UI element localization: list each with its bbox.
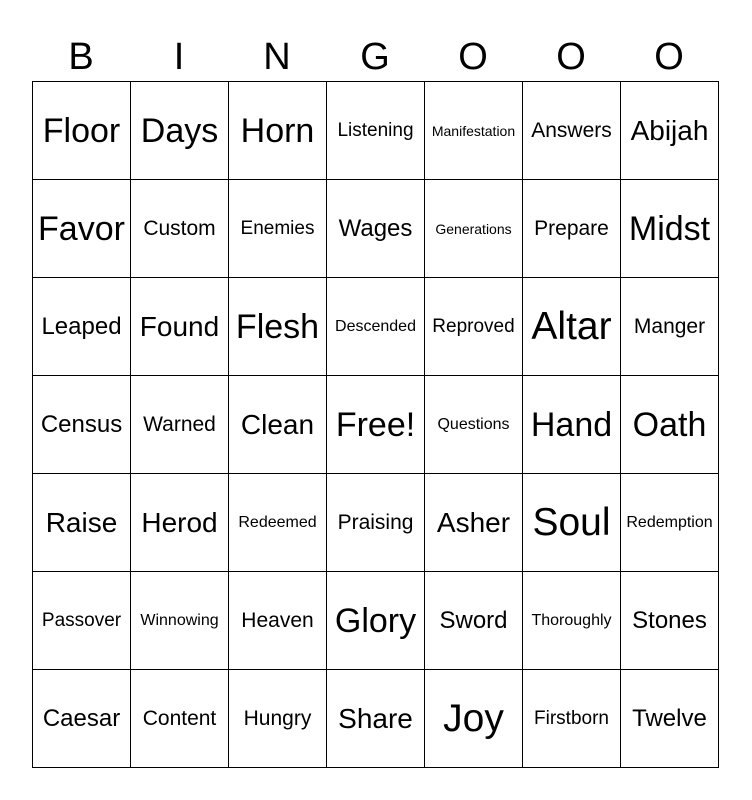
bingo-cell[interactable]: Midst: [621, 180, 719, 278]
header-letter-b: B: [68, 36, 94, 78]
bingo-cell[interactable]: Praising: [327, 474, 425, 572]
bingo-cell[interactable]: Horn: [229, 82, 327, 180]
header-letter-o-3: O: [654, 36, 684, 78]
bingo-cell[interactable]: Warned: [131, 376, 229, 474]
bingo-cell[interactable]: Redemption: [621, 474, 719, 572]
bingo-cell[interactable]: Heaven: [229, 572, 327, 670]
bingo-cell[interactable]: Caesar: [33, 670, 131, 768]
bingo-cell[interactable]: Passover: [33, 572, 131, 670]
bingo-cell[interactable]: Soul: [523, 474, 621, 572]
bingo-cell[interactable]: Redeemed: [229, 474, 327, 572]
bingo-cell[interactable]: Questions: [425, 376, 523, 474]
bingo-cell[interactable]: Free!: [327, 376, 425, 474]
bingo-cell[interactable]: Glory: [327, 572, 425, 670]
bingo-cell[interactable]: Clean: [229, 376, 327, 474]
header-letter-o-1: O: [458, 36, 488, 78]
bingo-cell[interactable]: Census: [33, 376, 131, 474]
bingo-cell[interactable]: Joy: [425, 670, 523, 768]
bingo-cell[interactable]: Flesh: [229, 278, 327, 376]
bingo-cell[interactable]: Answers: [523, 82, 621, 180]
bingo-cell[interactable]: Floor: [33, 82, 131, 180]
bingo-cell[interactable]: Days: [131, 82, 229, 180]
bingo-cell[interactable]: Content: [131, 670, 229, 768]
bingo-cell[interactable]: Sword: [425, 572, 523, 670]
bingo-cell[interactable]: Firstborn: [523, 670, 621, 768]
bingo-cell[interactable]: Favor: [33, 180, 131, 278]
bingo-cell[interactable]: Abijah: [621, 82, 719, 180]
bingo-cell[interactable]: Oath: [621, 376, 719, 474]
header-letter-n: N: [263, 36, 291, 78]
bingo-cell[interactable]: Enemies: [229, 180, 327, 278]
bingo-cell[interactable]: Custom: [131, 180, 229, 278]
header-letter-i: I: [173, 36, 185, 78]
bingo-cell[interactable]: Descended: [327, 278, 425, 376]
bingo-cell[interactable]: Reproved: [425, 278, 523, 376]
bingo-cell[interactable]: Raise: [33, 474, 131, 572]
bingo-board: [32, 81, 719, 768]
bingo-cell[interactable]: Herod: [131, 474, 229, 572]
bingo-cell[interactable]: Thoroughly: [523, 572, 621, 670]
bingo-cell[interactable]: Found: [131, 278, 229, 376]
bingo-cell[interactable]: Twelve: [621, 670, 719, 768]
bingo-cell[interactable]: Asher: [425, 474, 523, 572]
bingo-cell[interactable]: Share: [327, 670, 425, 768]
header-letter-o-2: O: [556, 36, 586, 78]
bingo-cell[interactable]: Wages: [327, 180, 425, 278]
bingo-cell[interactable]: Listening: [327, 82, 425, 180]
bingo-cell[interactable]: Hand: [523, 376, 621, 474]
bingo-cell[interactable]: Stones: [621, 572, 719, 670]
bingo-cell[interactable]: Winnowing: [131, 572, 229, 670]
header-letter-g: G: [360, 36, 390, 78]
bingo-cell[interactable]: Manger: [621, 278, 719, 376]
bingo-cell[interactable]: Altar: [523, 278, 621, 376]
bingo-cell[interactable]: Prepare: [523, 180, 621, 278]
bingo-cell[interactable]: Leaped: [33, 278, 131, 376]
bingo-cell[interactable]: Generations: [425, 180, 523, 278]
bingo-cell[interactable]: Manifestation: [425, 82, 523, 180]
bingo-header: [32, 33, 718, 81]
bingo-cell[interactable]: Hungry: [229, 670, 327, 768]
